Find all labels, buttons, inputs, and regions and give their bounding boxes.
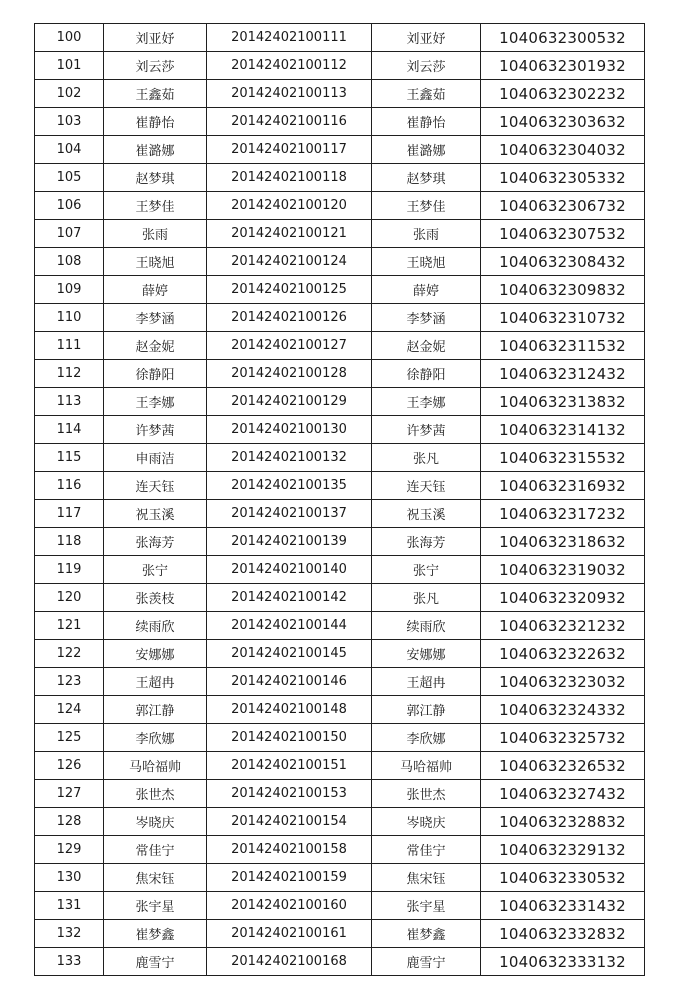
row-index-cell: 102	[35, 80, 104, 108]
row-index-cell: 130	[35, 864, 104, 892]
recipient-name-cell: 安娜娜	[372, 640, 481, 668]
recipient-name-cell: 王梦佳	[372, 192, 481, 220]
recipient-name-cell: 鹿雪宁	[372, 948, 481, 976]
tracking-code-cell: 1040632325732	[481, 724, 645, 752]
row-index-cell: 128	[35, 808, 104, 836]
row-index-cell: 112	[35, 360, 104, 388]
student-name-cell: 王鑫茹	[104, 80, 207, 108]
table-row	[35, 556, 645, 584]
student-name-cell: 薛婷	[104, 276, 207, 304]
table-row	[35, 752, 645, 780]
row-index-cell: 133	[35, 948, 104, 976]
recipient-name-cell: 刘亚妤	[372, 24, 481, 52]
student-id-cell: 20142402100150	[207, 724, 372, 752]
tracking-code-cell: 1040632314132	[481, 416, 645, 444]
student-id-cell: 20142402100160	[207, 892, 372, 920]
student-name-cell: 常佳宁	[104, 836, 207, 864]
student-name-cell: 刘云莎	[104, 52, 207, 80]
student-id-cell: 20142402100132	[207, 444, 372, 472]
table-row	[35, 640, 645, 668]
row-index-cell: 109	[35, 276, 104, 304]
table-row	[35, 80, 645, 108]
recipient-name-cell: 常佳宁	[372, 836, 481, 864]
student-name-cell: 李欣娜	[104, 724, 207, 752]
student-name-cell: 祝玉溪	[104, 500, 207, 528]
row-index-cell: 118	[35, 528, 104, 556]
tracking-code-cell: 1040632331432	[481, 892, 645, 920]
student-id-cell: 20142402100140	[207, 556, 372, 584]
student-name-cell: 续雨欣	[104, 612, 207, 640]
row-index-cell: 101	[35, 52, 104, 80]
student-id-cell: 20142402100128	[207, 360, 372, 388]
row-index-cell: 105	[35, 164, 104, 192]
student-name-cell: 张海芳	[104, 528, 207, 556]
student-name-cell: 李梦涵	[104, 304, 207, 332]
student-id-cell: 20142402100161	[207, 920, 372, 948]
student-name-cell: 崔潞娜	[104, 136, 207, 164]
table-row	[35, 416, 645, 444]
student-name-cell: 张世杰	[104, 780, 207, 808]
student-id-cell: 20142402100144	[207, 612, 372, 640]
tracking-code-cell: 1040632311532	[481, 332, 645, 360]
table-row	[35, 388, 645, 416]
tracking-code-cell: 1040632330532	[481, 864, 645, 892]
student-id-cell: 20142402100130	[207, 416, 372, 444]
recipient-name-cell: 李欣娜	[372, 724, 481, 752]
tracking-code-cell: 1040632315532	[481, 444, 645, 472]
recipient-name-cell: 崔静怡	[372, 108, 481, 136]
table-row	[35, 220, 645, 248]
table-row	[35, 304, 645, 332]
student-name-cell: 赵金妮	[104, 332, 207, 360]
tracking-code-cell: 1040632308432	[481, 248, 645, 276]
student-name-cell: 焦宋钰	[104, 864, 207, 892]
recipient-name-cell: 徐静阳	[372, 360, 481, 388]
row-index-cell: 107	[35, 220, 104, 248]
recipient-name-cell: 张凡	[372, 584, 481, 612]
recipient-name-cell: 赵梦琪	[372, 164, 481, 192]
recipient-name-cell: 薛婷	[372, 276, 481, 304]
row-index-cell: 115	[35, 444, 104, 472]
recipient-name-cell: 岑晓庆	[372, 808, 481, 836]
table-row	[35, 528, 645, 556]
tracking-code-cell: 1040632320932	[481, 584, 645, 612]
roster-table-body	[35, 24, 645, 976]
row-index-cell: 125	[35, 724, 104, 752]
student-name-cell: 连天钰	[104, 472, 207, 500]
row-index-cell: 103	[35, 108, 104, 136]
row-index-cell: 122	[35, 640, 104, 668]
row-index-cell: 110	[35, 304, 104, 332]
recipient-name-cell: 王晓旭	[372, 248, 481, 276]
table-row	[35, 948, 645, 976]
student-id-cell: 20142402100137	[207, 500, 372, 528]
student-id-cell: 20142402100142	[207, 584, 372, 612]
table-row	[35, 24, 645, 52]
tracking-code-cell: 1040632302232	[481, 80, 645, 108]
tracking-code-cell: 1040632323032	[481, 668, 645, 696]
student-id-cell: 20142402100151	[207, 752, 372, 780]
student-name-cell: 王梦佳	[104, 192, 207, 220]
student-name-cell: 崔梦鑫	[104, 920, 207, 948]
recipient-name-cell: 张凡	[372, 444, 481, 472]
recipient-name-cell: 王超冉	[372, 668, 481, 696]
student-id-cell: 20142402100154	[207, 808, 372, 836]
recipient-name-cell: 王李娜	[372, 388, 481, 416]
student-name-cell: 鹿雪宁	[104, 948, 207, 976]
table-row	[35, 920, 645, 948]
row-index-cell: 132	[35, 920, 104, 948]
table-row	[35, 780, 645, 808]
student-name-cell: 岑晓庆	[104, 808, 207, 836]
table-row	[35, 864, 645, 892]
student-id-cell: 20142402100118	[207, 164, 372, 192]
student-name-cell: 张雨	[104, 220, 207, 248]
tracking-code-cell: 1040632329132	[481, 836, 645, 864]
recipient-name-cell: 刘云莎	[372, 52, 481, 80]
recipient-name-cell: 张海芳	[372, 528, 481, 556]
row-index-cell: 104	[35, 136, 104, 164]
tracking-code-cell: 1040632307532	[481, 220, 645, 248]
student-id-cell: 20142402100124	[207, 248, 372, 276]
tracking-code-cell: 1040632324332	[481, 696, 645, 724]
recipient-name-cell: 王鑫茹	[372, 80, 481, 108]
student-id-cell: 20142402100111	[207, 24, 372, 52]
table-row	[35, 136, 645, 164]
student-name-cell: 刘亚妤	[104, 24, 207, 52]
tracking-code-cell: 1040632316932	[481, 472, 645, 500]
student-id-cell: 20142402100125	[207, 276, 372, 304]
row-index-cell: 120	[35, 584, 104, 612]
table-row	[35, 52, 645, 80]
table-row	[35, 360, 645, 388]
student-name-cell: 王李娜	[104, 388, 207, 416]
table-row	[35, 500, 645, 528]
row-index-cell: 111	[35, 332, 104, 360]
student-id-cell: 20142402100116	[207, 108, 372, 136]
table-row	[35, 836, 645, 864]
row-index-cell: 126	[35, 752, 104, 780]
tracking-code-cell: 1040632304032	[481, 136, 645, 164]
student-name-cell: 申雨洁	[104, 444, 207, 472]
tracking-code-cell: 1040632317232	[481, 500, 645, 528]
table-row	[35, 192, 645, 220]
table-row	[35, 892, 645, 920]
student-id-cell: 20142402100153	[207, 780, 372, 808]
student-id-cell: 20142402100113	[207, 80, 372, 108]
roster-table	[34, 23, 645, 976]
recipient-name-cell: 郭江静	[372, 696, 481, 724]
row-index-cell: 114	[35, 416, 104, 444]
tracking-code-cell: 1040632326532	[481, 752, 645, 780]
student-name-cell: 郭江静	[104, 696, 207, 724]
tracking-code-cell: 1040632309832	[481, 276, 645, 304]
recipient-name-cell: 焦宋钰	[372, 864, 481, 892]
tracking-code-cell: 1040632313832	[481, 388, 645, 416]
student-name-cell: 赵梦琪	[104, 164, 207, 192]
student-id-cell: 20142402100112	[207, 52, 372, 80]
student-name-cell: 王超冉	[104, 668, 207, 696]
student-name-cell: 张宁	[104, 556, 207, 584]
row-index-cell: 127	[35, 780, 104, 808]
student-id-cell: 20142402100168	[207, 948, 372, 976]
table-row	[35, 276, 645, 304]
recipient-name-cell: 崔潞娜	[372, 136, 481, 164]
student-id-cell: 20142402100127	[207, 332, 372, 360]
row-index-cell: 123	[35, 668, 104, 696]
row-index-cell: 108	[35, 248, 104, 276]
table-row	[35, 108, 645, 136]
student-name-cell: 王晓旭	[104, 248, 207, 276]
table-row	[35, 472, 645, 500]
student-id-cell: 20142402100117	[207, 136, 372, 164]
row-index-cell: 113	[35, 388, 104, 416]
student-id-cell: 20142402100120	[207, 192, 372, 220]
table-row	[35, 332, 645, 360]
table-row	[35, 444, 645, 472]
row-index-cell: 124	[35, 696, 104, 724]
student-name-cell: 马哈福帅	[104, 752, 207, 780]
recipient-name-cell: 张雨	[372, 220, 481, 248]
tracking-code-cell: 1040632318632	[481, 528, 645, 556]
table-row	[35, 612, 645, 640]
recipient-name-cell: 续雨欣	[372, 612, 481, 640]
student-id-cell: 20142402100129	[207, 388, 372, 416]
tracking-code-cell: 1040632321232	[481, 612, 645, 640]
tracking-code-cell: 1040632301932	[481, 52, 645, 80]
table-row	[35, 724, 645, 752]
row-index-cell: 131	[35, 892, 104, 920]
roster-sheet	[34, 23, 645, 976]
table-row	[35, 164, 645, 192]
tracking-code-cell: 1040632332832	[481, 920, 645, 948]
student-id-cell: 20142402100158	[207, 836, 372, 864]
recipient-name-cell: 祝玉溪	[372, 500, 481, 528]
tracking-code-cell: 1040632300532	[481, 24, 645, 52]
student-id-cell: 20142402100146	[207, 668, 372, 696]
tracking-code-cell: 1040632306732	[481, 192, 645, 220]
row-index-cell: 119	[35, 556, 104, 584]
tracking-code-cell: 1040632312432	[481, 360, 645, 388]
recipient-name-cell: 赵金妮	[372, 332, 481, 360]
student-id-cell: 20142402100121	[207, 220, 372, 248]
tracking-code-cell: 1040632327432	[481, 780, 645, 808]
table-row	[35, 696, 645, 724]
tracking-code-cell: 1040632310732	[481, 304, 645, 332]
table-row	[35, 668, 645, 696]
recipient-name-cell: 许梦茜	[372, 416, 481, 444]
table-row	[35, 584, 645, 612]
recipient-name-cell: 张世杰	[372, 780, 481, 808]
student-id-cell: 20142402100126	[207, 304, 372, 332]
tracking-code-cell: 1040632328832	[481, 808, 645, 836]
student-name-cell: 张宇星	[104, 892, 207, 920]
student-id-cell: 20142402100148	[207, 696, 372, 724]
recipient-name-cell: 张宁	[372, 556, 481, 584]
row-index-cell: 106	[35, 192, 104, 220]
row-index-cell: 121	[35, 612, 104, 640]
recipient-name-cell: 李梦涵	[372, 304, 481, 332]
student-name-cell: 许梦茜	[104, 416, 207, 444]
recipient-name-cell: 张宇星	[372, 892, 481, 920]
tracking-code-cell: 1040632305332	[481, 164, 645, 192]
student-name-cell: 安娜娜	[104, 640, 207, 668]
student-id-cell: 20142402100135	[207, 472, 372, 500]
tracking-code-cell: 1040632319032	[481, 556, 645, 584]
row-index-cell: 117	[35, 500, 104, 528]
recipient-name-cell: 马哈福帅	[372, 752, 481, 780]
row-index-cell: 100	[35, 24, 104, 52]
tracking-code-cell: 1040632322632	[481, 640, 645, 668]
student-name-cell: 徐静阳	[104, 360, 207, 388]
student-id-cell: 20142402100159	[207, 864, 372, 892]
student-id-cell: 20142402100145	[207, 640, 372, 668]
table-row	[35, 808, 645, 836]
tracking-code-cell: 1040632333132	[481, 948, 645, 976]
recipient-name-cell: 崔梦鑫	[372, 920, 481, 948]
row-index-cell: 116	[35, 472, 104, 500]
tracking-code-cell: 1040632303632	[481, 108, 645, 136]
recipient-name-cell: 连天钰	[372, 472, 481, 500]
student-id-cell: 20142402100139	[207, 528, 372, 556]
student-name-cell: 张羡枝	[104, 584, 207, 612]
student-name-cell: 崔静怡	[104, 108, 207, 136]
row-index-cell: 129	[35, 836, 104, 864]
table-row	[35, 248, 645, 276]
